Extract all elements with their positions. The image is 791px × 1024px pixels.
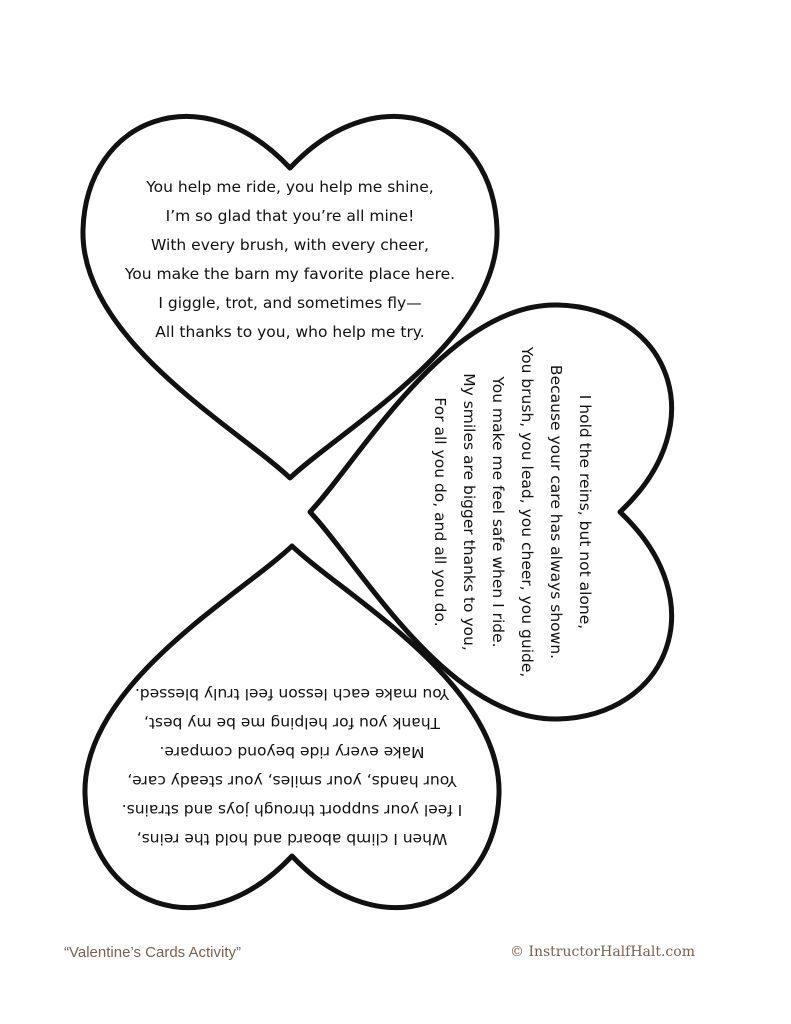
- footer-title: “Valentine’s Cards Activity”: [64, 944, 242, 961]
- poem-line: You brush, you lead, you cheer, you guide,: [518, 346, 536, 678]
- poem-line: You help me ride, you help me shine,: [146, 178, 434, 196]
- poem-right-heart: [425, 347, 599, 678]
- poem-line: You make me feel safe when I ride.: [489, 376, 507, 648]
- poem-bottom-heart: [122, 679, 463, 853]
- poem-line: With every brush, with every cheer,: [151, 236, 429, 254]
- poem-top-heart: [125, 173, 455, 347]
- poem-line: You make each lesson feel truly blessed.: [134, 685, 450, 703]
- poem-line: Make every ride beyond compare.: [159, 743, 425, 761]
- poem-line: I hold the reins, but not alone,: [576, 394, 594, 630]
- poem-line: I’m so glad that you’re all mine!: [165, 207, 415, 225]
- poem-line: All thanks to you, who help me try.: [155, 323, 425, 341]
- poem-line: My smiles are bigger thanks to you,: [460, 373, 478, 651]
- poem-line: I giggle, trot, and sometimes fly—: [158, 294, 422, 312]
- poem-line: Your hands, your smiles, your steady care,: [127, 772, 457, 790]
- footer-credit: © InstructorHalfHalt.com: [510, 944, 695, 960]
- poem-line: Thank you for helping me be my best,: [143, 714, 441, 732]
- poem-line: When I climb aboard and hold the reins,: [136, 830, 448, 848]
- poem-line: For all you do, and all you do.: [431, 397, 449, 627]
- poem-line: Because your care has always shown.: [547, 364, 565, 660]
- poem-line: I feel your support through joys and strains.: [121, 801, 463, 819]
- poem-line: You make the barn my favorite place here.: [124, 265, 456, 283]
